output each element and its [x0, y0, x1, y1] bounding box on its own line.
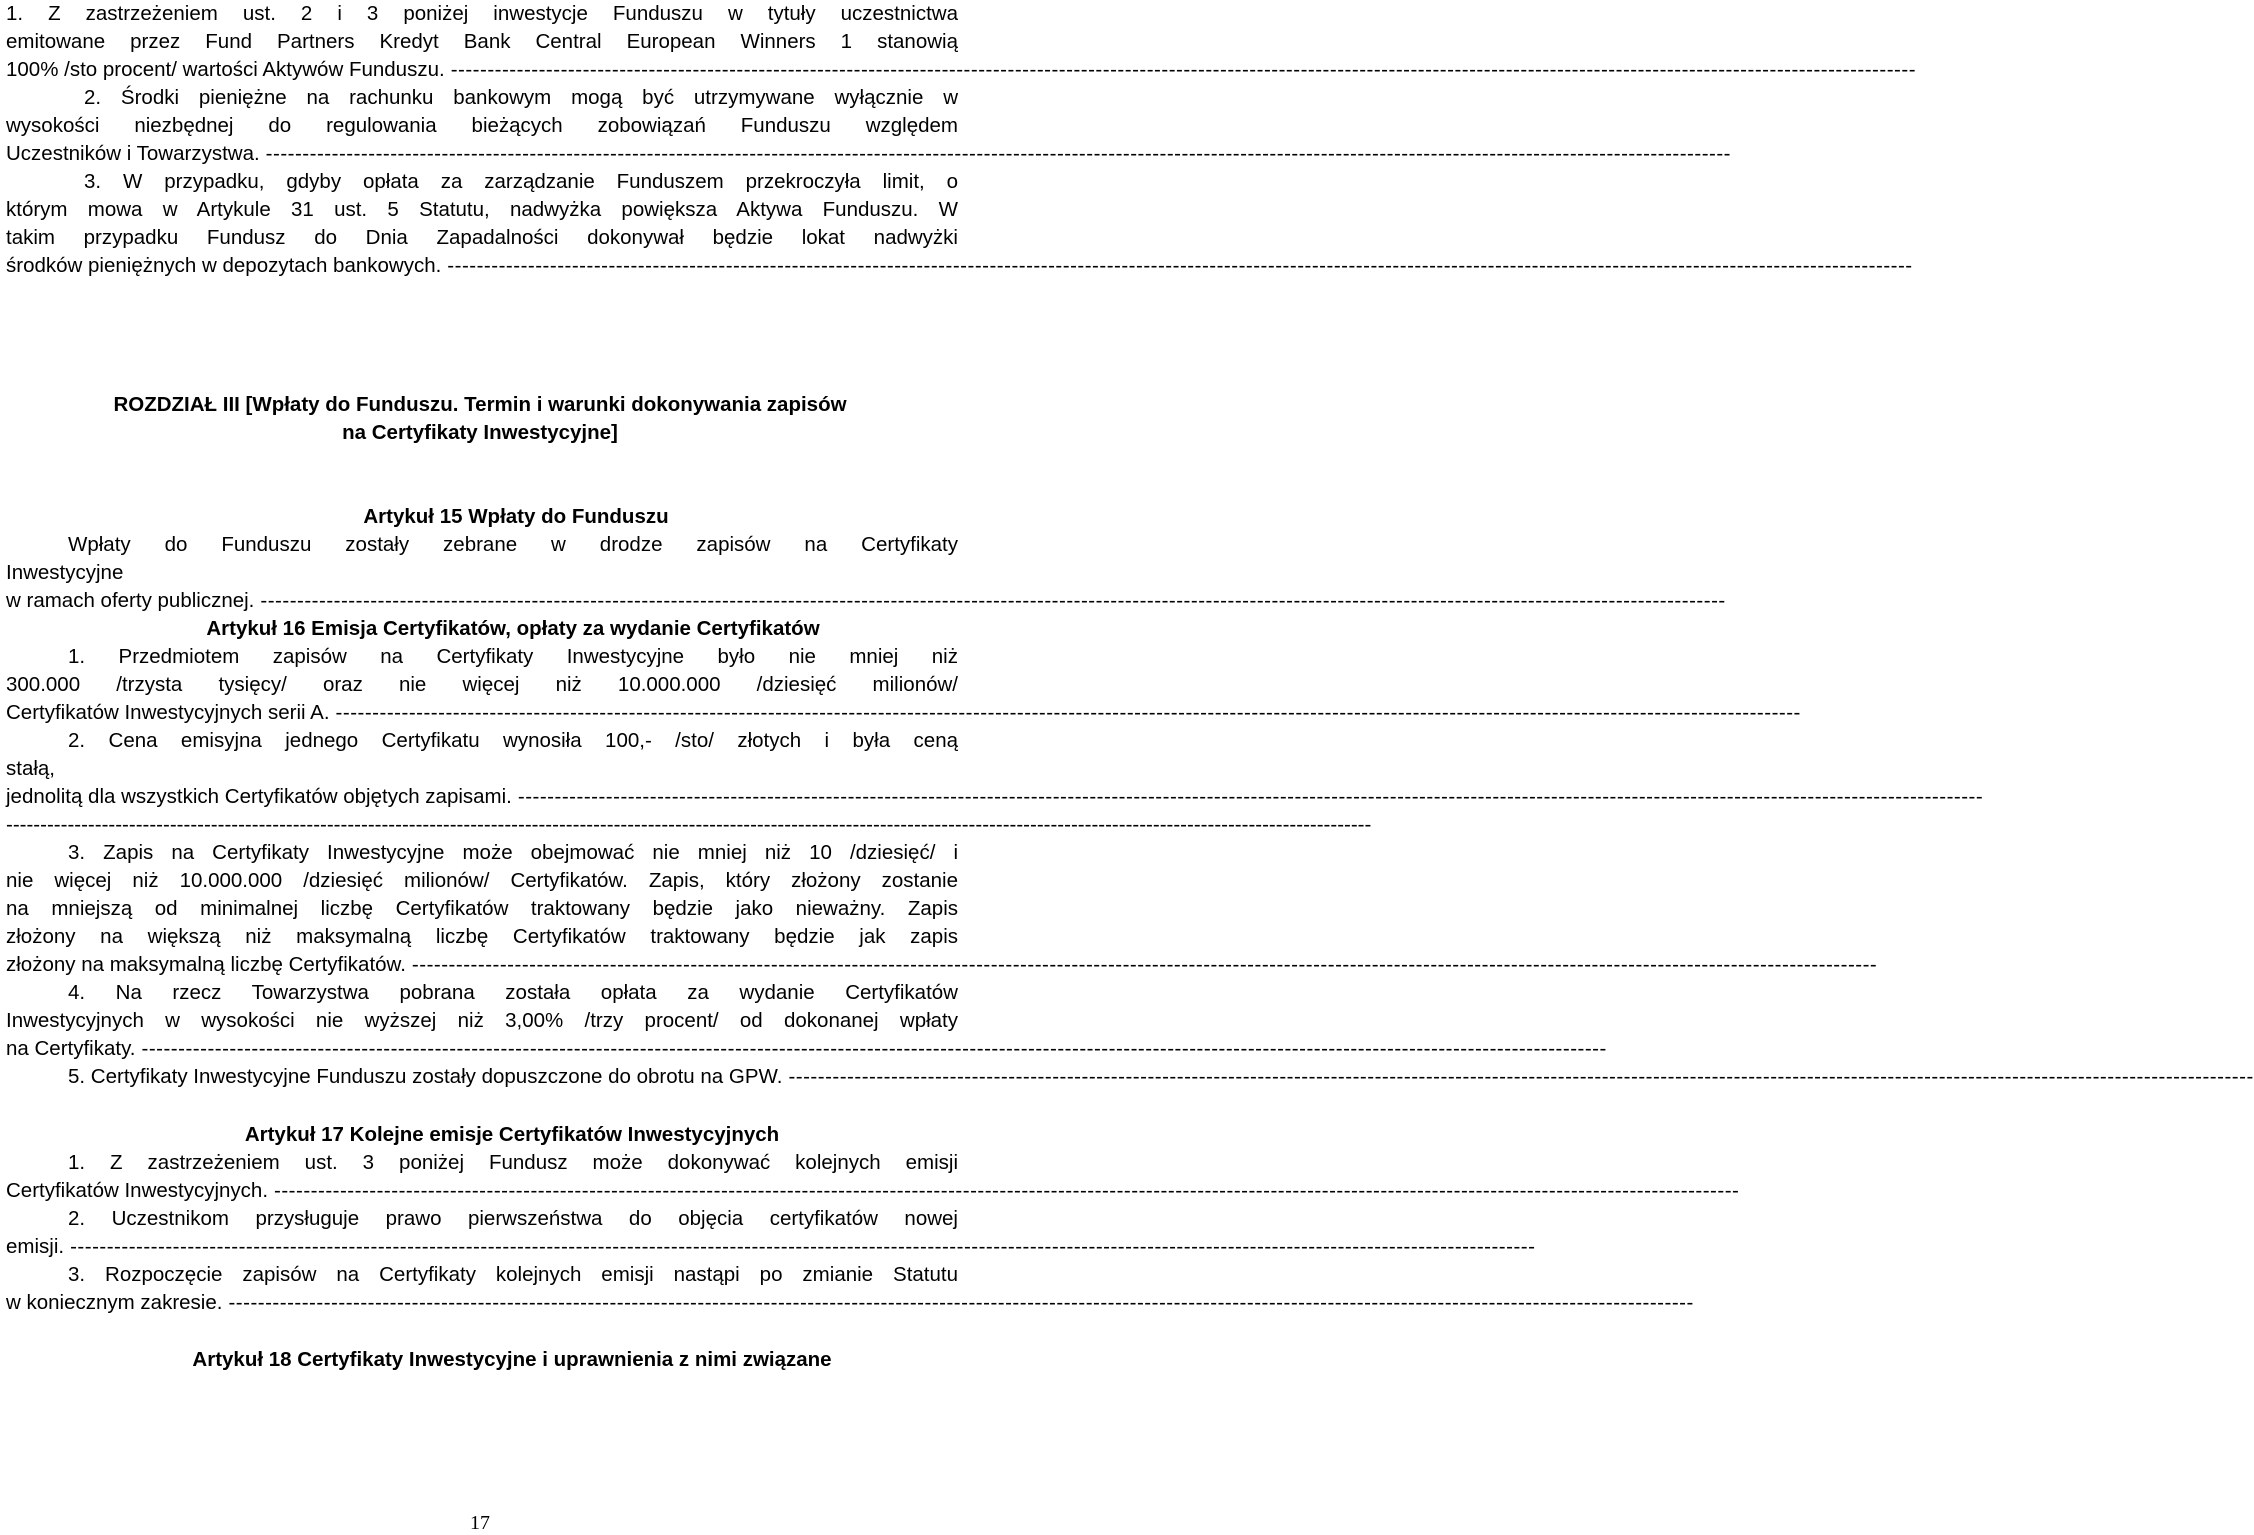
paragraph-line — [6, 783, 1984, 811]
dash-filler: -------------------------------------------------------------------------------------------------------------------------------------------------------------------------------------------------------- — [265, 142, 1732, 165]
dash-filler: -------------------------------------------------------------------------------------------------------------------------------------------------------------------------------------------------------- — [447, 254, 1913, 277]
paragraph-line: wysokości niezbędnej do regulowania bieżących zobowiązań Funduszu względem — [6, 114, 958, 137]
paragraph-line-text: Certyfikatów Inwestycyjnych serii A. — [6, 701, 330, 724]
paragraph-line: stałą, — [6, 757, 55, 780]
chapter-heading-line-1: ROZDZIAŁ III [Wpłaty do Funduszu. Termin i warunki dokonywania zapisów — [113, 393, 847, 416]
paragraph-line — [6, 1177, 1740, 1205]
page-number: 17 — [470, 1512, 490, 1534]
dash-filler: -------------------------------------------------------------------------------------------------------------------------------------------------------------------------------------------------------- — [228, 1291, 1694, 1314]
paragraph-line: 2. Środki pieniężne na rachunku bankowym mogą być utrzymywane wyłącznie w — [84, 86, 958, 109]
paragraph-line: 2. Uczestnikom przysługuje prawo pierwszeństwa do objęcia certyfikatów nowej — [68, 1207, 958, 1230]
paragraph-line-text: jednolitą dla wszystkich Certyfikatów objętych zapisami. — [6, 785, 512, 808]
chapter-heading-line-2: na Certyfikaty Inwestycyjne] — [342, 421, 618, 444]
dash-filler: -------------------------------------------------------------------------------------------------------------------------------------------------------------------------------------------------------- — [788, 1065, 2254, 1088]
dash-filler-line — [6, 811, 1372, 839]
paragraph-line — [6, 1035, 1607, 1063]
dash-filler: -------------------------------------------------------------------------------------------------------------------------------------------------------------------------------------------------------- — [335, 701, 1801, 724]
paragraph-line — [68, 1063, 2254, 1091]
paragraph-line: 1. Z zastrzeżeniem ust. 3 poniżej Fundusz może dokonywać kolejnych emisji — [68, 1151, 958, 1174]
paragraph-line-text: w ramach oferty publicznej. — [6, 589, 255, 612]
paragraph-line-text: 100% /sto procent/ wartości Aktywów Funduszu. — [6, 58, 445, 81]
paragraph-line-text: środków pieniężnych w depozytach bankowych. — [6, 254, 442, 277]
dash-filler: -------------------------------------------------------------------------------------------------------------------------------------------------------------------------------------------------------- — [411, 953, 1878, 976]
paragraph-line-text: na Certyfikaty. — [6, 1037, 136, 1060]
paragraph-line-text: Certyfikatów Inwestycyjnych. — [6, 1179, 269, 1202]
paragraph-line: Wpłaty do Funduszu zostały zebrane w drodze zapisów na Certyfikaty — [68, 533, 958, 556]
paragraph-line: 3. W przypadku, gdyby opłata za zarządzanie Funduszem przekroczyła limit, o — [84, 170, 958, 193]
paragraph-line: 1. Przedmiotem zapisów na Certyfikaty Inwestycyjne było nie mniej niż — [68, 645, 958, 668]
dash-filler: -------------------------------------------------------------------------------------------------------------------------------------------------------------------------------------------------------- — [70, 1235, 1536, 1258]
paragraph-line — [6, 1233, 1536, 1261]
paragraph-line: 3. Rozpoczęcie zapisów na Certyfikaty kolejnych emisji nastąpi po zmianie Statutu — [68, 1263, 958, 1286]
dash-filler: -------------------------------------------------------------------------------------------------------------------------------------------------------------------------------------------------------- — [517, 785, 1984, 808]
paragraph-line — [6, 1289, 1694, 1317]
paragraph-line: 2. Cena emisyjna jednego Certyfikatu wynosiła 100,- /sto/ złotych i była ceną — [68, 729, 958, 752]
paragraph-line-text: emisji. — [6, 1235, 65, 1258]
paragraph-line-text: w koniecznym zakresie. — [6, 1291, 223, 1314]
dash-filler: -------------------------------------------------------------------------------------------------------------------------------------------------------------------------------------------------------- — [141, 1037, 1607, 1060]
paragraph-line: nie więcej niż 10.000.000 /dziesięć milionów/ Certyfikatów. Zapis, który złożony zostanie — [6, 869, 958, 892]
paragraph-line: takim przypadku Fundusz do Dnia Zapadalności dokonywał będzie lokat nadwyżki — [6, 226, 958, 249]
paragraph-line — [6, 699, 1801, 727]
paragraph-line: 300.000 /trzysta tysięcy/ oraz nie więcej niż 10.000.000 /dziesięć milionów/ — [6, 673, 958, 696]
paragraph-line — [6, 140, 1732, 168]
paragraph-line-text: 5. Certyfikaty Inwestycyjne Funduszu zostały dopuszczone do obrotu na GPW. — [68, 1065, 783, 1088]
article-16-title: Artykuł 16 Emisja Certyfikatów, opłaty za wydanie Certyfikatów — [206, 617, 820, 640]
dash-filler: -------------------------------------------------------------------------------------------------------------------------------------------------------------------------------------------------------- — [260, 589, 1726, 612]
dash-filler: -------------------------------------------------------------------------------------------------------------------------------------------------------------------------------------------------------- — [274, 1179, 1740, 1202]
paragraph-line — [6, 56, 1917, 84]
paragraph-line: złożony na większą niż maksymalną liczbę Certyfikatów traktowany będzie jak zapis — [6, 925, 958, 948]
article-15-title: Artykuł 15 Wpłaty do Funduszu — [363, 505, 669, 528]
article-18-title: Artykuł 18 Certyfikaty Inwestycyjne i uprawnienia z nimi związane — [192, 1348, 832, 1371]
paragraph-line: 1. Z zastrzeżeniem ust. 2 i 3 poniżej inwestycje Funduszu w tytuły uczestnictwa — [6, 2, 958, 25]
dash-filler: -------------------------------------------------------------------------------------------------------------------------------------------------------------------------------------------------------- — [6, 813, 1372, 836]
paragraph-line — [6, 252, 1913, 280]
paragraph-line: którym mowa w Artykule 31 ust. 5 Statutu, nadwyżka powiększa Aktywa Funduszu. W — [6, 198, 958, 221]
paragraph-line: 4. Na rzecz Towarzystwa pobrana została opłata za wydanie Certyfikatów — [68, 981, 958, 1004]
article-17-title: Artykuł 17 Kolejne emisje Certyfikatów Inwestycyjnych — [244, 1123, 780, 1146]
paragraph-line: na mniejszą od minimalnej liczbę Certyfikatów traktowany będzie jako nieważny. Zapis — [6, 897, 958, 920]
paragraph-line: Inwestycyjnych w wysokości nie wyższej niż 3,00% /trzy procent/ od dokonanej wpłaty — [6, 1009, 958, 1032]
paragraph-line: emitowane przez Fund Partners Kredyt Bank Central European Winners 1 stanowią — [6, 30, 958, 53]
dash-filler: -------------------------------------------------------------------------------------------------------------------------------------------------------------------------------------------------------- — [450, 58, 1917, 81]
paragraph-line: 3. Zapis na Certyfikaty Inwestycyjne może obejmować nie mniej niż 10 /dziesięć/ i — [68, 841, 958, 864]
paragraph-line-text: złożony na maksymalną liczbę Certyfikatów. — [6, 953, 406, 976]
paragraph-line — [6, 951, 1878, 979]
paragraph-line-text: Uczestników i Towarzystwa. — [6, 142, 260, 165]
paragraph-line — [6, 587, 1726, 615]
paragraph-line: Inwestycyjne — [6, 561, 124, 584]
